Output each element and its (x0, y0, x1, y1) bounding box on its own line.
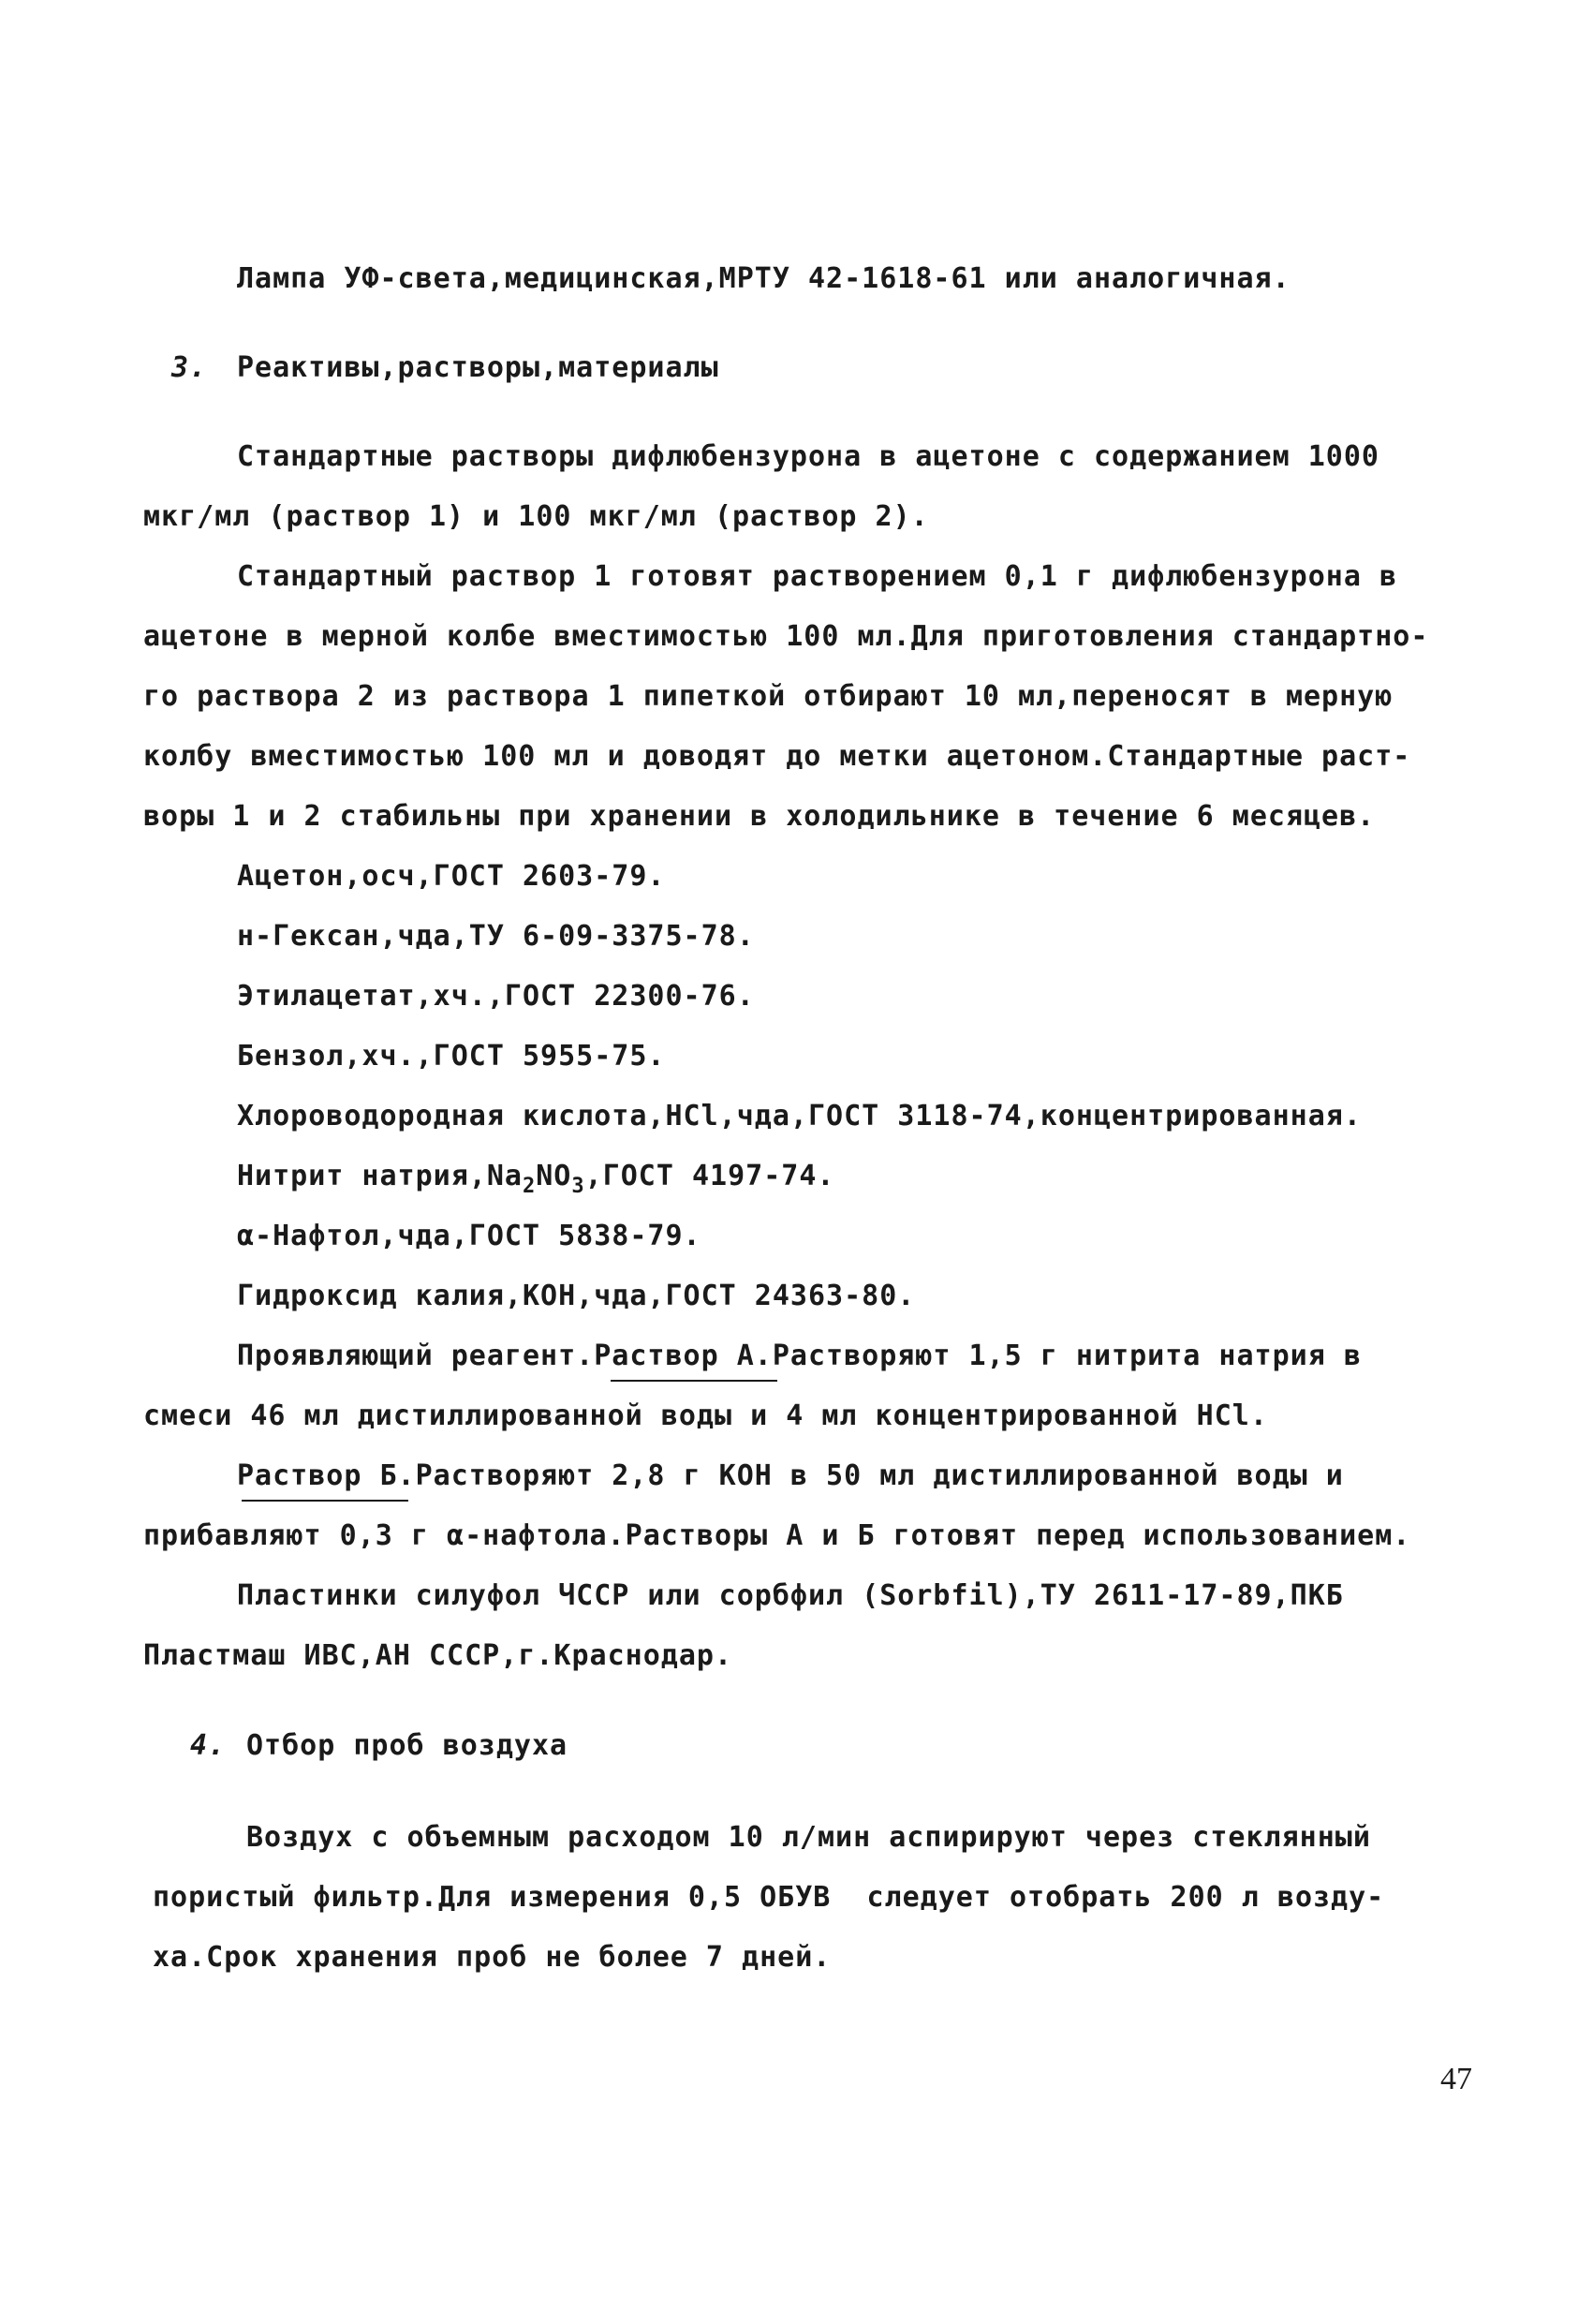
plates-line-2: Пластмаш ИВС,АН СССР,г.Краснодар. (143, 1639, 733, 1672)
reagent-sodium-nitrite: Нитрит $натрия,Na_2NO_3,ГОСТ$ 4197-74. (237, 1160, 835, 1198)
paragraph2-line-2: ацетоне в мерной колбе вместимостью 100 мл.Для приготовления стандартно- (143, 620, 1429, 653)
reagent-hexane: н-Гексан,чда,ТУ 6-09-3375-78. (237, 920, 755, 953)
section3-title: Реактивы,растворы,материалы (237, 351, 719, 384)
paragraph1-line-1: Стандартные растворы дифлюбензурона в ацетоне с содержанием 1000 (237, 440, 1379, 473)
solution-b-line-2: прибавляют 0,3 г α-нафтола.Растворы А и Б готовят перед использованием. (143, 1519, 1411, 1552)
section4-title: Отбор проб воздуха (246, 1729, 568, 1762)
reagent-acetone: Ацетон,осч,ГОСТ 2603-79. (237, 860, 666, 893)
intro-line: Лампа УФ-света,медицинская,МРТУ 42-1618-61 или аналогичная. (237, 262, 1291, 295)
paragraph1-line-2: мкг/мл (раствор 1) и 100 мкг/мл (раствор 2). (143, 500, 929, 533)
reagent-hydrochloric-acid: Хлороводородная кислота,HCl,чда,ГОСТ 3118-74,концентрированная. (237, 1100, 1362, 1132)
solution-a-underline (611, 1380, 777, 1382)
section4-line-1: Воздух с объемным расходом 10 л/мин аспирируют через стеклянный (246, 1821, 1371, 1854)
page-number: 47 (1440, 2062, 1472, 2096)
reagent-naphthol: α-Нафтол,чда,ГОСТ 5838-79. (237, 1220, 701, 1252)
reagent-potassium-hydroxide: Гидроксид калия,КОН,чда,ГОСТ 24363-80. (237, 1280, 916, 1312)
paragraph2-line-1: Стандартный раствор 1 готовят растворением 0,1 г дифлюбензурона в (237, 560, 1397, 593)
reagent-benzene: Бензол,хч.,ГОСТ 5955-75. (237, 1040, 666, 1073)
section3-number: 3. (171, 351, 208, 384)
reagent-ethyl-acetate: Этилацетат,хч.,ГОСТ 22300-76. (237, 980, 755, 1013)
solution-b-underline (242, 1500, 408, 1502)
paragraph2-line-5: воры 1 и 2 стабильны при хранении в холодильнике в течение 6 месяцев. (143, 800, 1376, 833)
paragraph2-line-3: го раствора 2 из раствора 1 пипеткой отбирают 10 мл,переносят в мерную (143, 680, 1394, 713)
paragraph2-line-4: колбу вместимостью 100 мл и доводят до метки ацетоном.Стандартные раст- (143, 740, 1411, 773)
section4-number: 4. (190, 1729, 227, 1762)
plates-line-1: Пластинки силуфол ЧССР или сорбфил (Sorbfil),ТУ 2611-17-89,ПКБ (237, 1579, 1344, 1612)
section4-line-3: ха.Срок хранения проб не более 7 дней. (153, 1941, 832, 1974)
section4-line-2: пористый фильтр.Для измерения 0,5 ОБУВ следует отобрать 200 л возду- (153, 1881, 1385, 1914)
developer-line-2: смеси 46 мл дистиллированной воды и 4 мл концентрированной HCl. (143, 1399, 1268, 1432)
solution-b-line-1: Раствор Б.Растворяют 2,8 г КОН в 50 мл дистиллированной воды и (237, 1459, 1344, 1492)
developer-line-1: Проявляющий реагент.Раствор А.Растворяют 1,5 г нитрита натрия в (237, 1340, 1362, 1372)
